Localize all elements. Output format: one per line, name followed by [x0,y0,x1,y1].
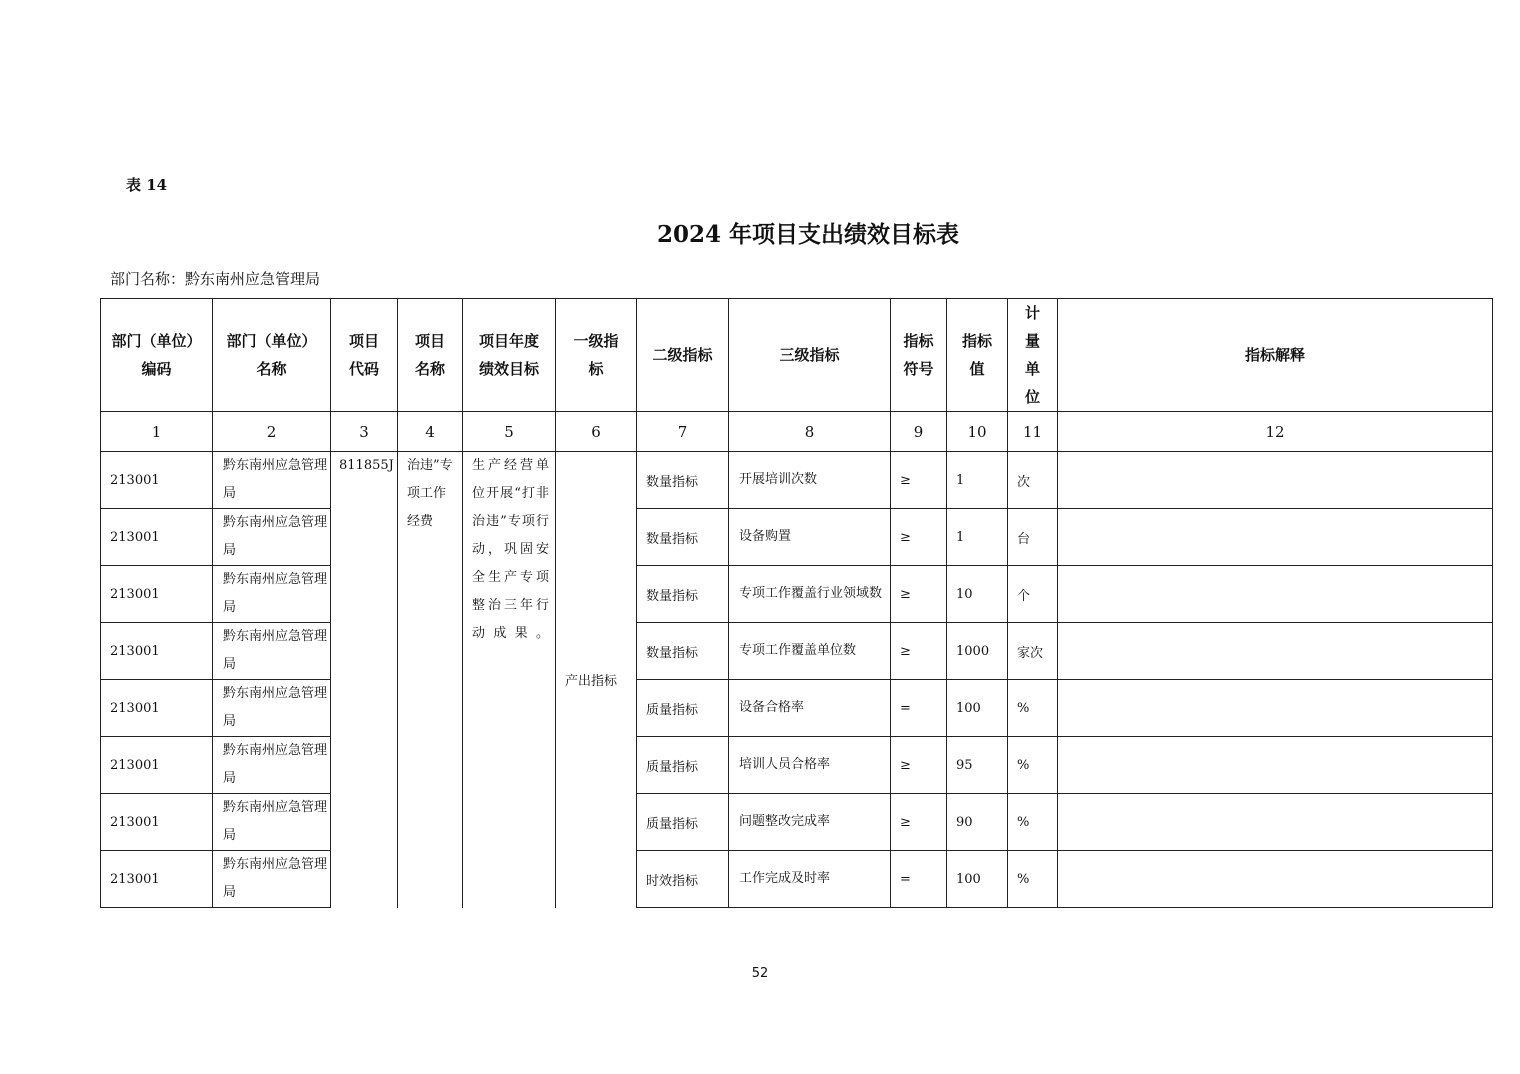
header-row [101,299,1493,412]
table-row [101,452,1493,509]
table-row [101,623,1493,680]
dept-code-cell: 213001 [101,509,213,566]
level3-cell: 设备合格率 [729,680,891,737]
dept-name-cell: 黔东南州应急管理局 [213,509,331,566]
dept-code-cell: 213001 [101,680,213,737]
dept-code-cell: 213001 [101,851,213,908]
value-cell: 100 [947,851,1008,908]
value-cell: 95 [947,737,1008,794]
table-row [101,566,1493,623]
header-project-code: 项目 代码 [331,299,398,412]
level3-cell: 问题整改完成率 [729,794,891,851]
unit-cell: % [1008,794,1058,851]
explanation-cell [1058,566,1493,623]
dept-code-cell: 213001 [101,566,213,623]
level3-cell: 专项工作覆盖行业领域数 [729,566,891,623]
column-number: 9 [891,412,947,452]
symbol-cell: ≥ [891,566,947,623]
level2-cell: 时效指标 [637,851,729,908]
page-title: 2024 年项目支出绩效目标表 [656,221,960,248]
page-number: 52 [751,966,769,981]
dept-name-cell: 黔东南州应急管理局 [213,794,331,851]
value-cell: 1000 [947,623,1008,680]
explanation-cell [1058,794,1493,851]
unit-cell: % [1008,737,1058,794]
level2-cell: 数量指标 [637,509,729,566]
header-level2: 二级指标 [637,299,729,412]
unit-cell: % [1008,680,1058,737]
level3-cell: 培训人员合格率 [729,737,891,794]
explanation-cell [1058,623,1493,680]
column-number: 12 [1058,412,1493,452]
symbol-cell: ≥ [891,794,947,851]
level3-cell: 工作完成及时率 [729,851,891,908]
unit-cell: 次 [1008,452,1058,509]
dept-name-cell: 黔东南州应急管理局 [213,851,331,908]
column-number: 8 [729,412,891,452]
symbol-cell: ≥ [891,737,947,794]
level2-cell: 质量指标 [637,794,729,851]
column-number: 5 [463,412,556,452]
value-cell: 1 [947,509,1008,566]
dept-code-cell: 213001 [101,623,213,680]
header-level1: 一级指 标 [556,299,637,412]
dept-name-cell: 黔东南州应急管理局 [213,680,331,737]
value-cell: 1 [947,452,1008,509]
header-level3: 三级指标 [729,299,891,412]
value-cell: 100 [947,680,1008,737]
table-label: 表 14 [126,176,168,194]
unit-cell: 家次 [1008,623,1058,680]
dept-name-cell: 黔东南州应急管理局 [213,452,331,509]
header-project-name: 项目 名称 [398,299,463,412]
column-number: 1 [101,412,213,452]
header-dept-code: 部门（单位） 编码 [101,299,213,412]
header-symbol: 指标 符号 [891,299,947,412]
level2-cell: 质量指标 [637,680,729,737]
header-annual-goal: 项目年度 绩效目标 [463,299,556,412]
table-row [101,794,1493,851]
column-number: 11 [1008,412,1058,452]
level2-cell: 质量指标 [637,737,729,794]
value-cell: 90 [947,794,1008,851]
symbol-cell: = [891,680,947,737]
column-number: 2 [213,412,331,452]
department-line: 部门名称：黔东南州应急管理局 [110,270,321,288]
symbol-cell: ≥ [891,623,947,680]
dept-code-cell: 213001 [101,737,213,794]
dept-name-cell: 黔东南州应急管理局 [213,623,331,680]
explanation-cell [1058,509,1493,566]
level2-cell: 数量指标 [637,623,729,680]
dept-code-cell: 213001 [101,452,213,509]
unit-cell: % [1008,851,1058,908]
table-row [101,509,1493,566]
performance-table [100,298,1493,908]
header-value: 指标 值 [947,299,1008,412]
annual-goal-cell: 生产经营单位开展“打非治违”专项行动，巩固安全生产专项整治三年行动成果。 [463,452,556,908]
dept-name-cell: 黔东南州应急管理局 [213,566,331,623]
header-unit: 计 量 单 位 [1008,299,1058,412]
unit-cell: 个 [1008,566,1058,623]
table-row [101,680,1493,737]
explanation-cell [1058,737,1493,794]
column-number-row [101,412,1493,452]
dept-name-cell: 黔东南州应急管理局 [213,737,331,794]
explanation-cell [1058,452,1493,509]
symbol-cell: = [891,851,947,908]
level2-cell: 数量指标 [637,452,729,509]
level1-cell: 产出指标 [556,452,637,908]
table-row [101,737,1493,794]
project-name-cell: 治违”专项工作经费 [398,452,463,908]
table-row [101,851,1493,908]
column-number: 6 [556,412,637,452]
level3-cell: 设备购置 [729,509,891,566]
level3-cell: 开展培训次数 [729,452,891,509]
header-dept-name: 部门（单位） 名称 [213,299,331,412]
value-cell: 10 [947,566,1008,623]
symbol-cell: ≥ [891,452,947,509]
header-explanation: 指标解释 [1058,299,1493,412]
level2-cell: 数量指标 [637,566,729,623]
explanation-cell [1058,851,1493,908]
dept-code-cell: 213001 [101,794,213,851]
column-number: 4 [398,412,463,452]
symbol-cell: ≥ [891,509,947,566]
column-number: 7 [637,412,729,452]
explanation-cell [1058,680,1493,737]
column-number: 3 [331,412,398,452]
column-number: 10 [947,412,1008,452]
level3-cell: 专项工作覆盖单位数 [729,623,891,680]
unit-cell: 台 [1008,509,1058,566]
project-code-cell: 811855J [331,452,398,908]
